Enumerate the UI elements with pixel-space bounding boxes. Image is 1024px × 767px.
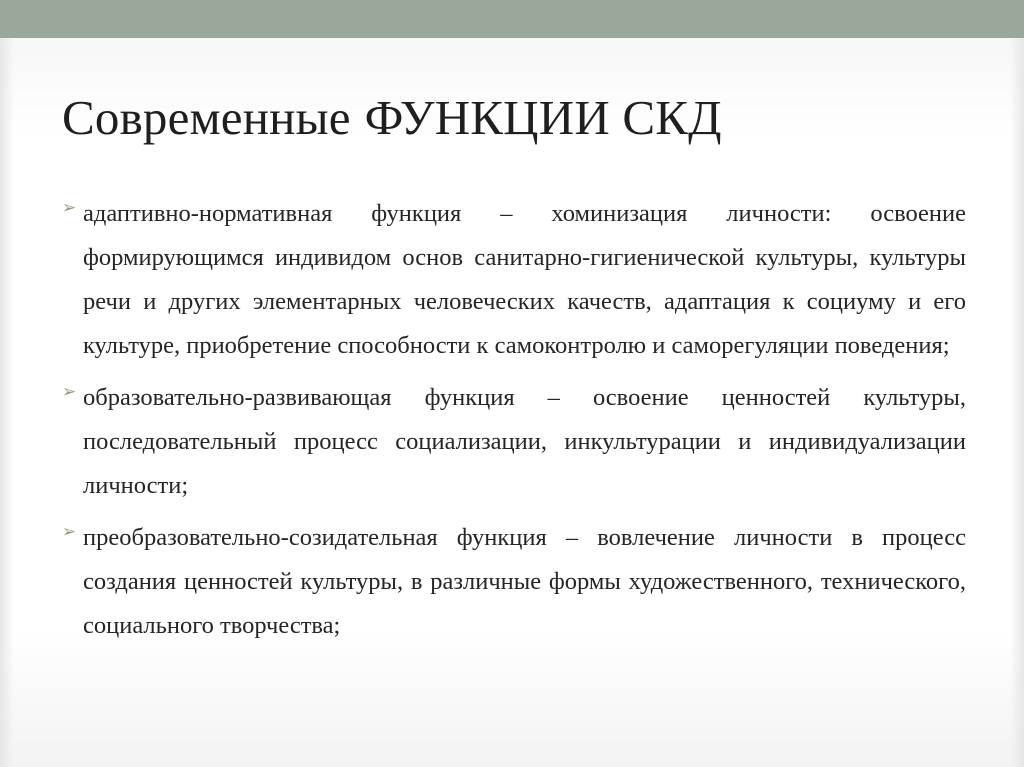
list-item-text: образовательно-развивающая функция – освоение ценностей культуры, последовательный процесс социализации, инкультурации и индивидуализации личности;	[83, 384, 966, 499]
slide-title-lead: Современные	[62, 90, 351, 145]
list-item-text: адаптивно-нормативная функция – хоминизация личности: освоение формирующимся индивидом основ санитарно-гигиенической культуры, культуры речи и других элементарных человеческих качеств, адаптация к социуму и его культуре, приобретение способности к самоконтролю и саморегуляции поведения;	[83, 200, 966, 359]
list-item-text: преобразовательно-созидательная функция – вовлечение личности в процесс создания ценностей культуры, в различные формы художественного, технического, социального творчества;	[83, 524, 966, 639]
arrowhead-bullet-icon: ➢	[62, 198, 77, 218]
list-item	[62, 516, 966, 648]
top-accent-bar	[0, 0, 1024, 38]
arrowhead-bullet-icon: ➢	[62, 522, 77, 542]
right-edge-shadow	[1010, 38, 1024, 767]
function-list	[62, 192, 966, 656]
arrowhead-bullet-icon: ➢	[62, 382, 77, 402]
slide-title	[62, 88, 722, 148]
slide-title-main: ФУНКЦИИ СКД	[364, 90, 722, 145]
list-item	[62, 376, 966, 508]
left-edge-shadow	[0, 38, 14, 767]
list-item	[62, 192, 966, 368]
